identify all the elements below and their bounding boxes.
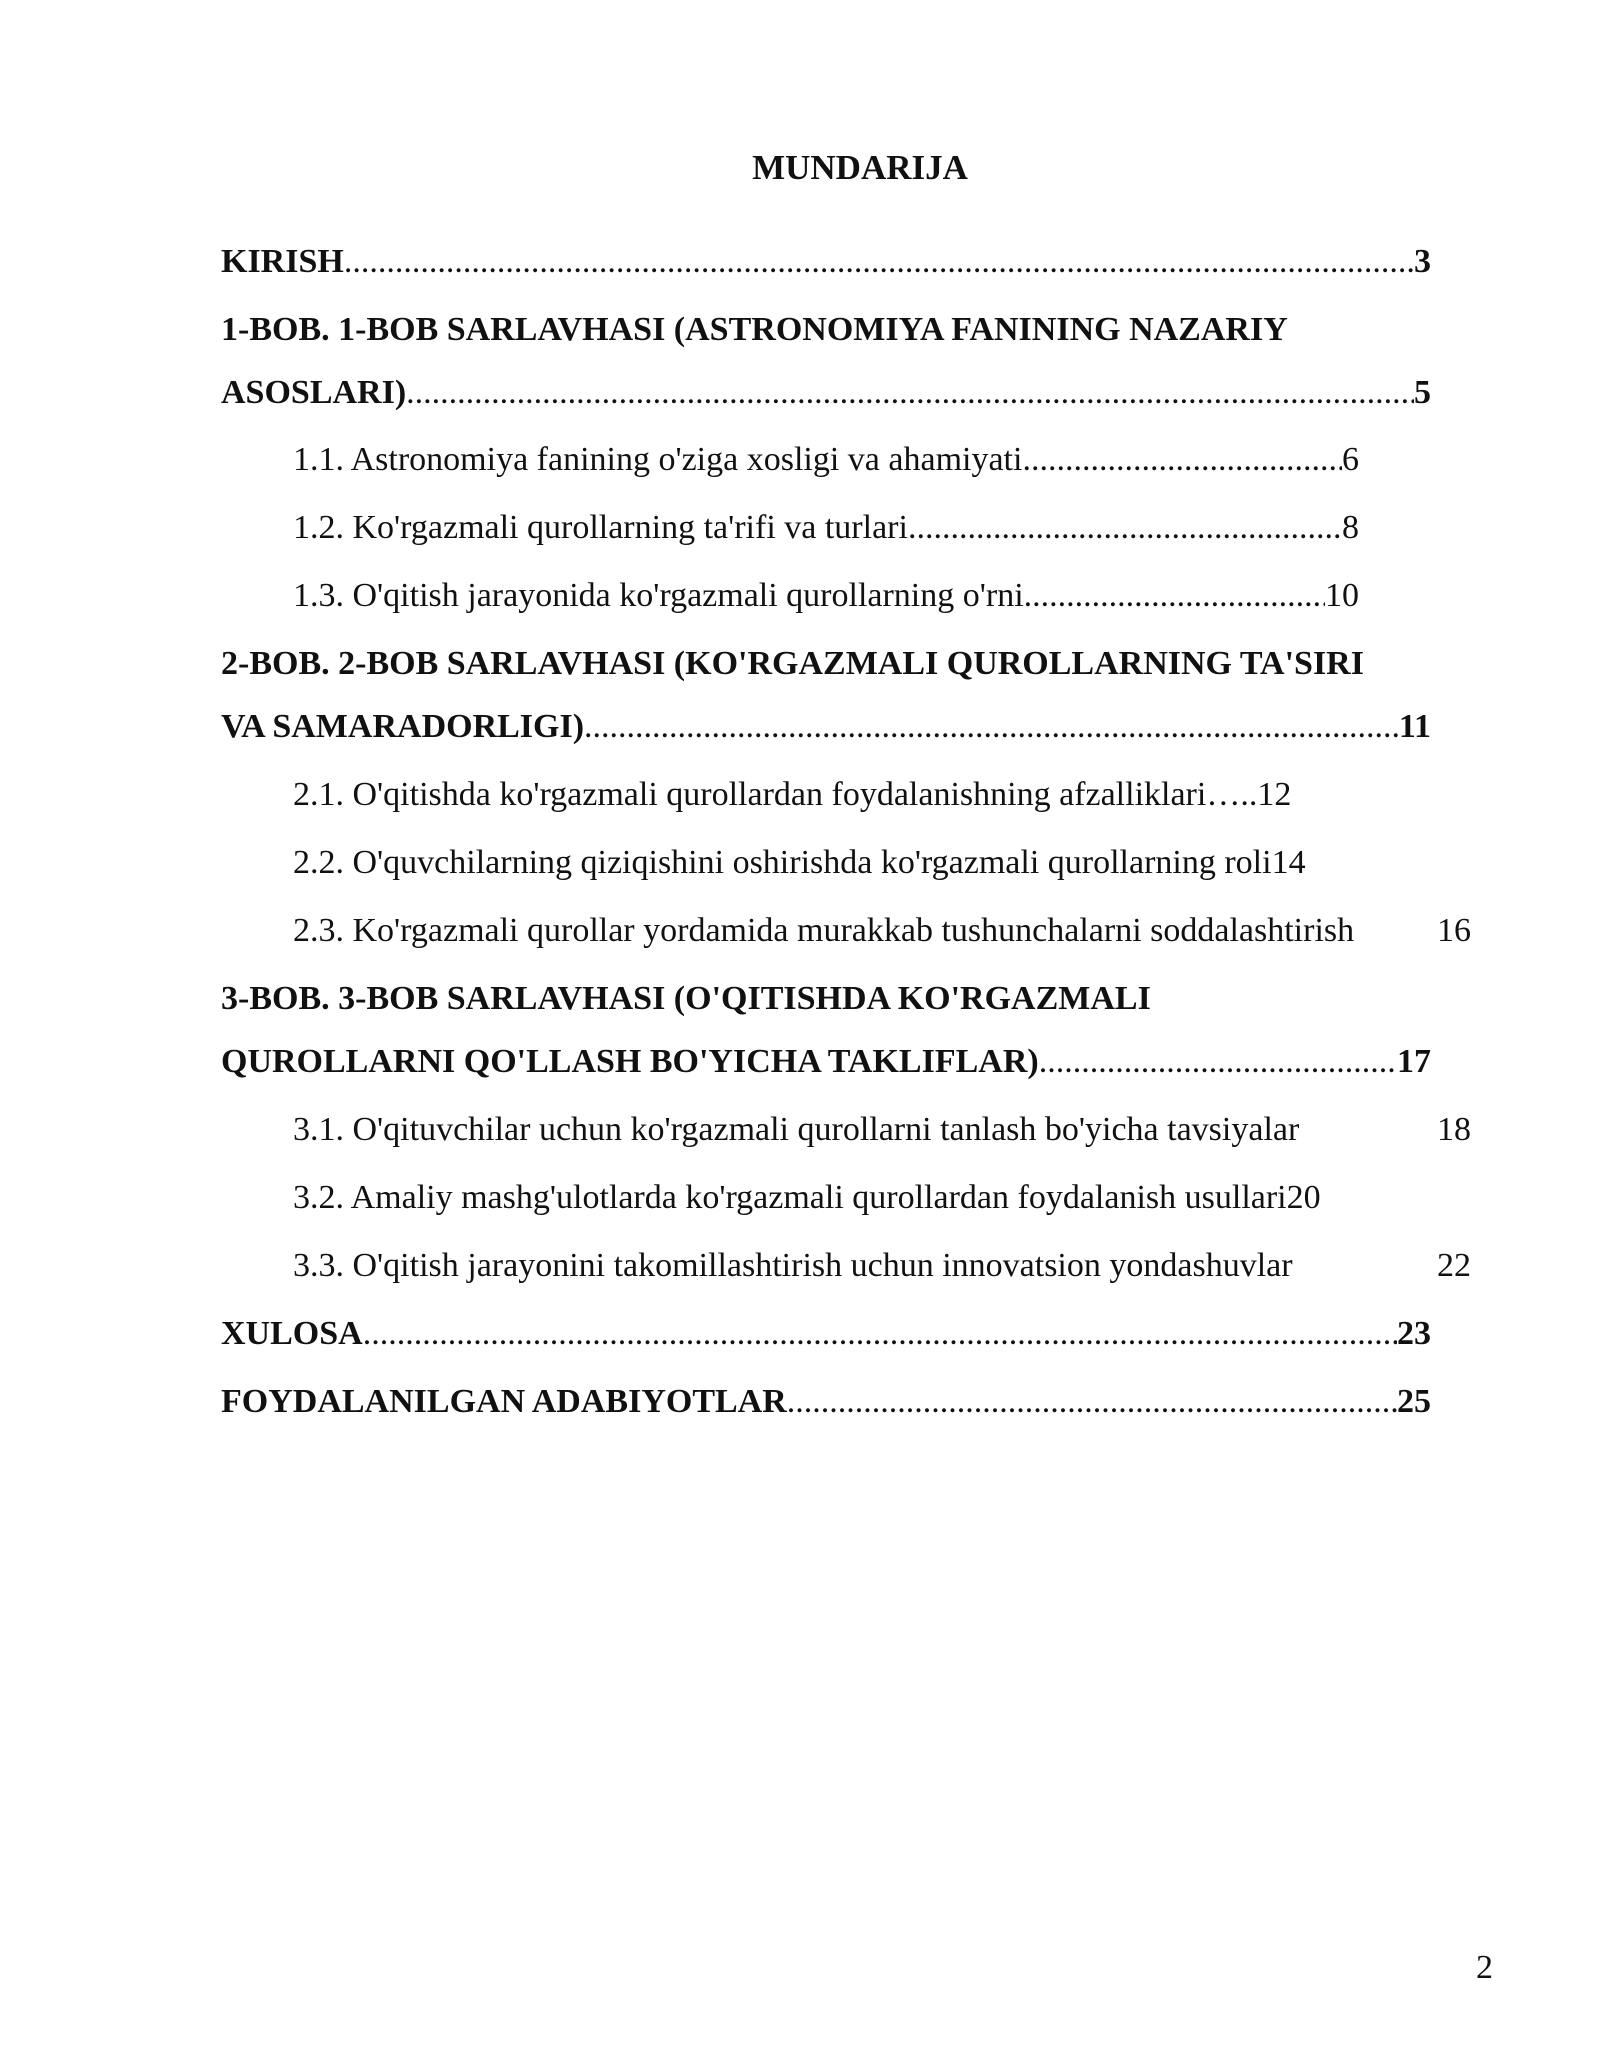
- toc-section-label: 2.1. O'qitishda ko'rgazmali qurollardan foydalanishning afzalliklari: [293, 776, 1207, 813]
- toc-section-label: 1.2. Ko'rgazmali qurollarning ta'rifi va turlari: [293, 509, 908, 546]
- toc-entry-label: XULOSA: [221, 1315, 363, 1352]
- toc-page-number: 25: [1397, 1383, 1431, 1420]
- toc-page-number: 5: [1414, 374, 1431, 411]
- toc-chapter-3[interactable]: [221, 1042, 1431, 1082]
- toc-section-label: 1.1. Astronomiya fanining o'ziga xosligi va ahamiyati: [293, 441, 1023, 478]
- dot-leader: [406, 373, 1414, 413]
- toc-page-number: 20: [1286, 1179, 1321, 1216]
- toc-entry-adabiyotlar[interactable]: [221, 1382, 1431, 1422]
- toc-page-number: 12: [1257, 776, 1292, 813]
- dot-leader: [1039, 1042, 1397, 1082]
- toc-page-number: 11: [1398, 708, 1431, 745]
- toc-chapter-2-title-line-1[interactable]: 2-BOB. 2-BOB SARLAVHASI (KO'RGAZMALI QUROLLARNING TA'SIRI: [221, 645, 1364, 682]
- toc-entry-kirish[interactable]: [221, 242, 1431, 282]
- toc-section-3-2[interactable]: [293, 1178, 1321, 1218]
- toc-chapter-3-title-line-2: QUROLLARNI QO'LLASH BO'YICHA TAKLIFLAR): [221, 1043, 1039, 1080]
- toc-section-1-3[interactable]: [293, 576, 1359, 616]
- toc-section-2-1[interactable]: [293, 775, 1291, 815]
- toc-page-number: 10: [1325, 577, 1359, 614]
- toc-section-label: 3.1. O'qituvchilar uchun ko'rgazmali qurollarni tanlash bo'yicha tavsiyalar: [293, 1111, 1300, 1148]
- toc-page-number: 6: [1342, 441, 1359, 478]
- dot-leader: [908, 508, 1342, 548]
- toc-entry-label: KIRISH: [221, 243, 344, 280]
- toc-chapter-1-title-line-2: ASOSLARI): [221, 374, 407, 411]
- dot-leader: [1024, 576, 1325, 616]
- toc-page-number: 23: [1397, 1315, 1431, 1352]
- toc-entry-label: FOYDALANILGAN ADABIYOTLAR: [221, 1383, 787, 1420]
- dot-leader: …..: [1206, 776, 1258, 813]
- page-number: 2: [1476, 1949, 1493, 1986]
- toc-page-number: 16: [1437, 912, 1471, 949]
- toc-page-number: 18: [1437, 1111, 1471, 1148]
- toc-chapter-2-title-line-2: VA SAMARADORLIGI): [221, 708, 585, 745]
- dot-leader: [584, 707, 1399, 747]
- toc-section-2-3[interactable]: [293, 911, 1471, 951]
- toc-chapter-3-title-line-1[interactable]: 3-BOB. 3-BOB SARLAVHASI (O'QITISHDA KO'RGAZMALI: [221, 980, 1151, 1017]
- toc-chapter-1[interactable]: [221, 373, 1431, 413]
- toc-section-3-1[interactable]: [293, 1110, 1471, 1150]
- dot-leader: [363, 1314, 1397, 1354]
- dot-leader: [344, 242, 1414, 282]
- toc-page-number: 22: [1437, 1247, 1471, 1284]
- dot-leader: [1022, 440, 1342, 480]
- toc-section-3-3[interactable]: [293, 1246, 1471, 1286]
- toc-entry-xulosa[interactable]: [221, 1314, 1431, 1354]
- toc-chapter-2[interactable]: [221, 707, 1431, 747]
- toc-section-1-2[interactable]: [293, 508, 1359, 548]
- toc-page-number: 8: [1342, 509, 1359, 546]
- toc-section-label: 1.3. O'qitish jarayonida ko'rgazmali qurollarning o'rni: [293, 577, 1024, 614]
- toc-chapter-1-title-line-1[interactable]: 1-BOB. 1-BOB SARLAVHASI (ASTRONOMIYA FANINING NAZARIY: [221, 311, 1288, 348]
- dot-leader: [787, 1382, 1397, 1422]
- toc-section-1-1[interactable]: [293, 440, 1359, 480]
- toc-page-number: 17: [1397, 1043, 1431, 1080]
- toc-section-label: 3.3. O'qitish jarayonini takomillashtirish uchun innovatsion yondashuvlar: [293, 1247, 1293, 1284]
- toc-section-label: 2.2. O'quvchilarning qiziqishini oshirishda ko'rgazmali qurollarning roli: [293, 844, 1272, 881]
- toc-page-number: 14: [1271, 844, 1306, 881]
- toc-page-number: 3: [1414, 243, 1431, 280]
- page-title: MUNDARIJA: [752, 148, 968, 187]
- toc-section-2-2[interactable]: [293, 843, 1306, 883]
- toc-section-label: 2.3. Ko'rgazmali qurollar yordamida murakkab tushunchalarni soddalashtirish: [293, 912, 1355, 949]
- toc-section-label: 3.2. Amaliy mashg'ulotlarda ko'rgazmali qurollardan foydalanish usullari: [293, 1179, 1287, 1216]
